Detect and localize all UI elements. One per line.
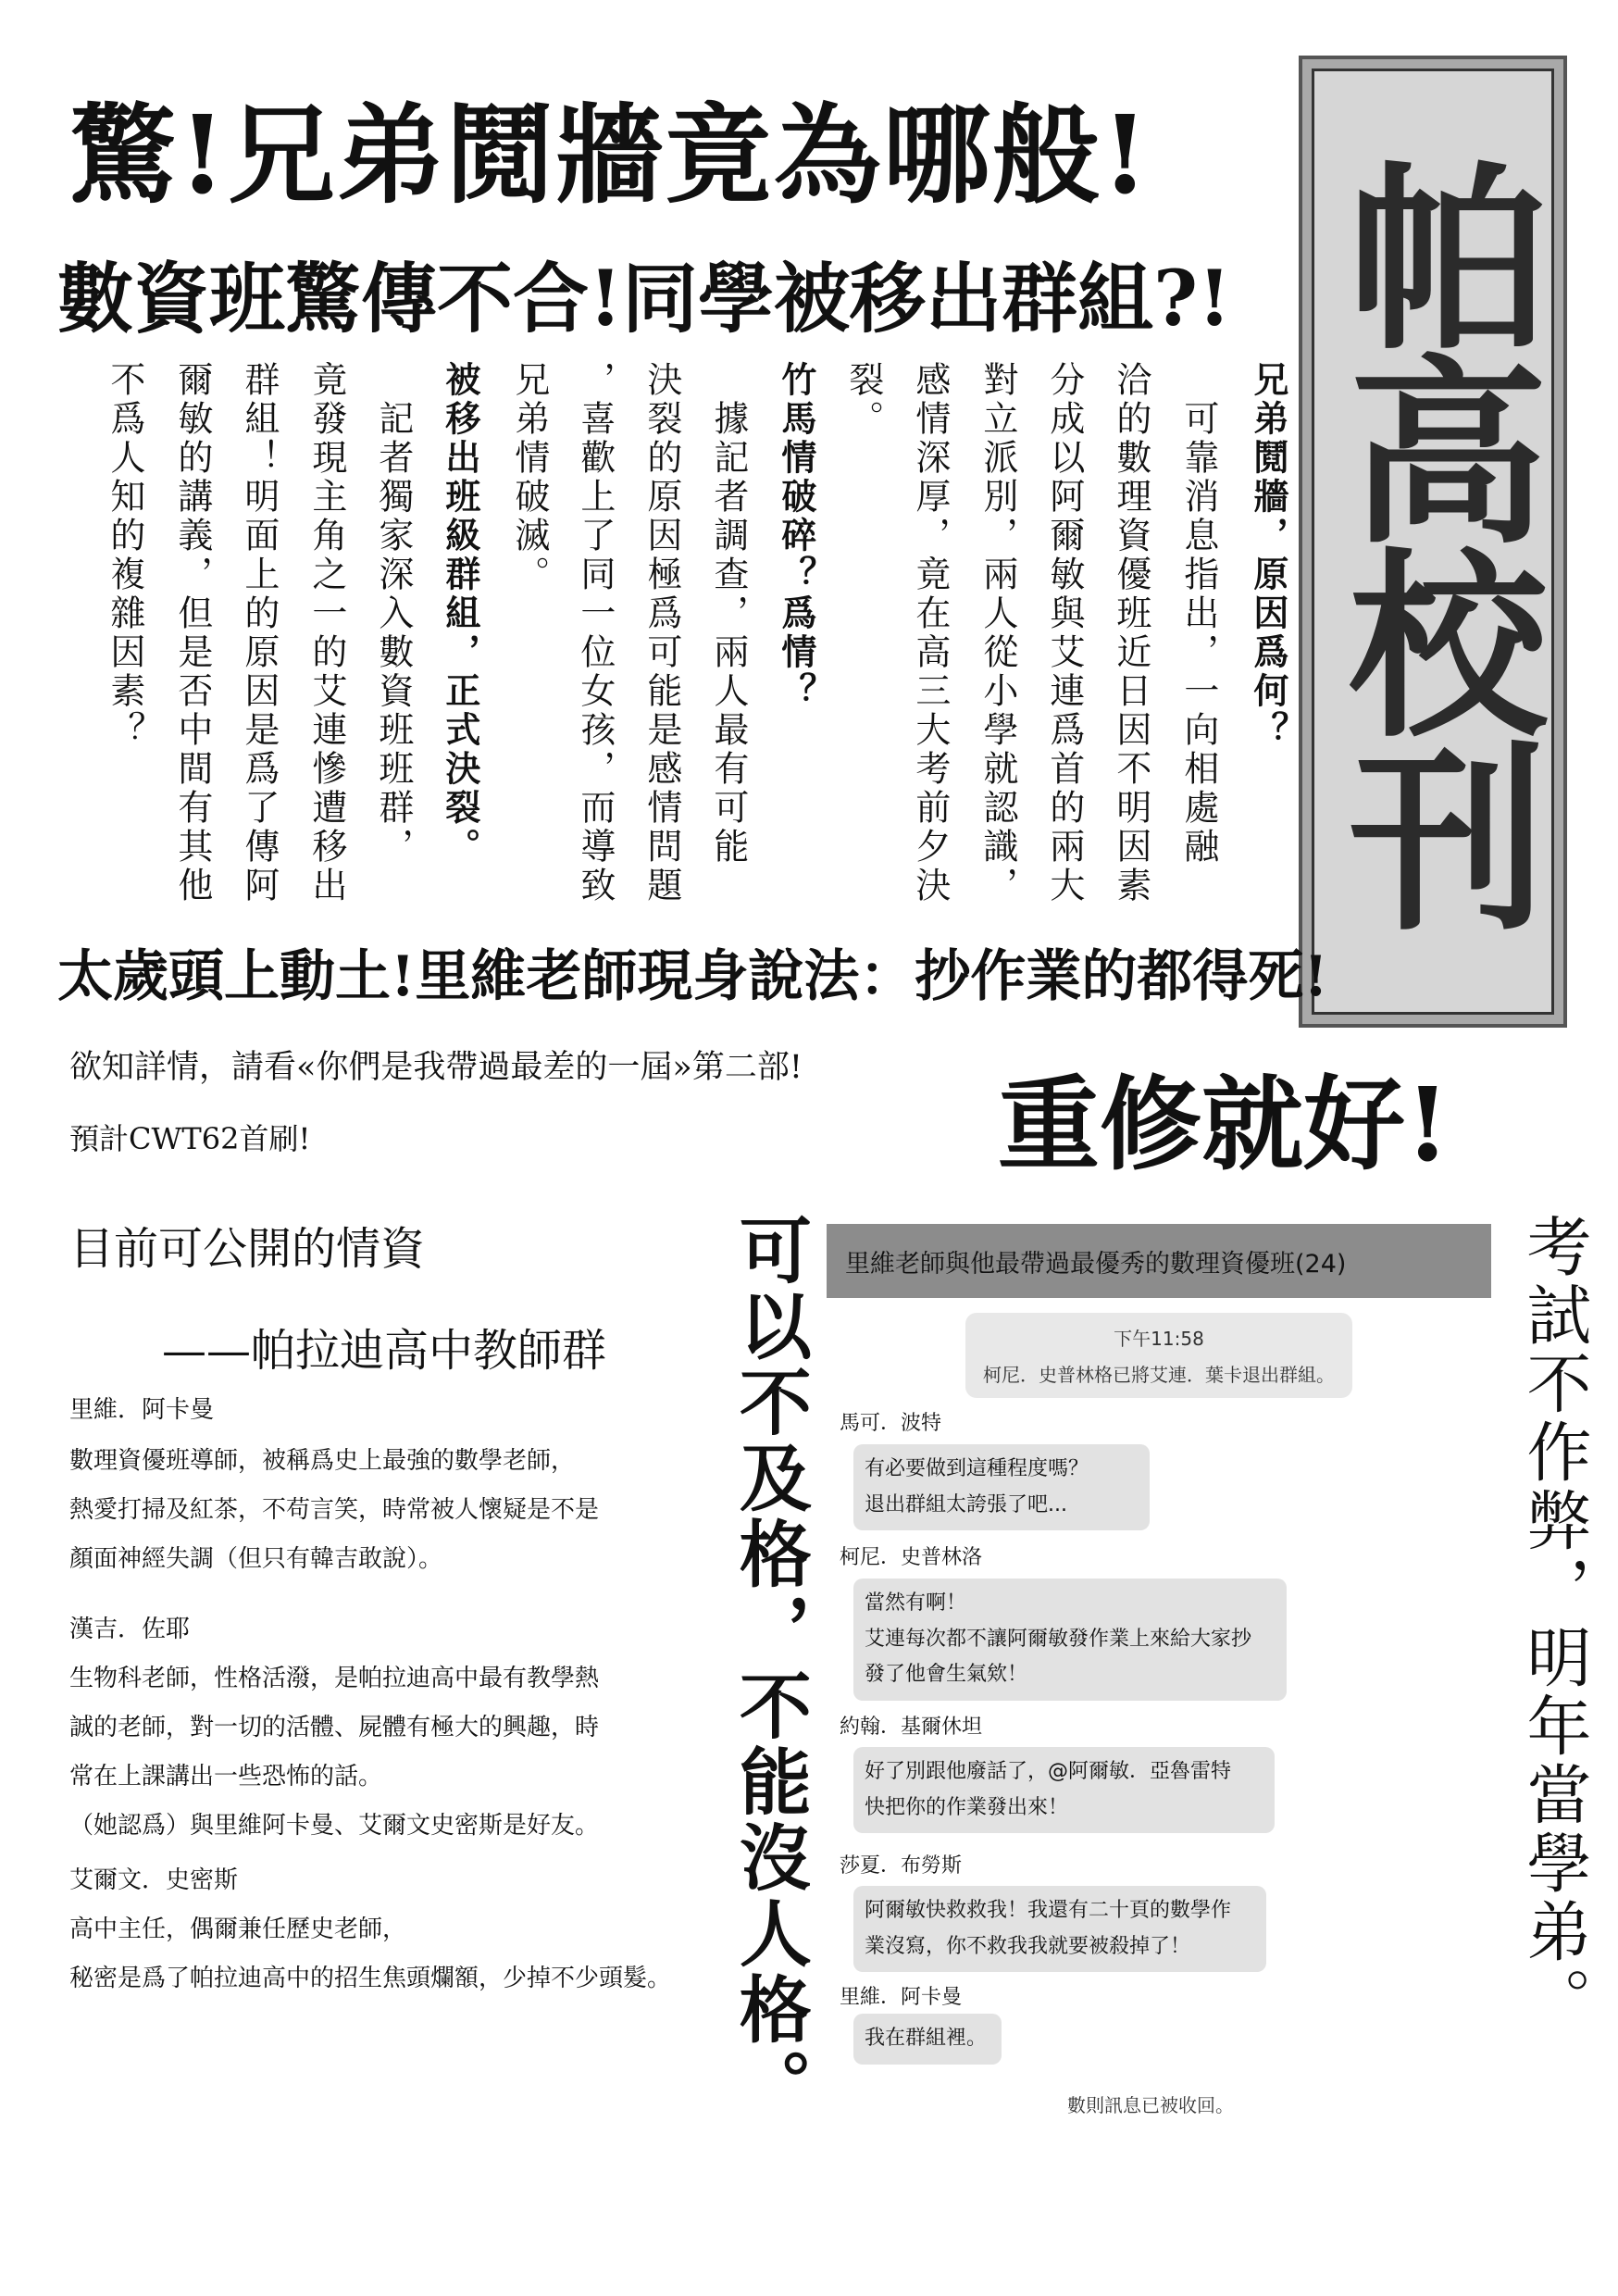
chat-sender: 莎夏．布勞斯 [840,1854,963,1878]
article-column: 決裂的原因極爲可能是感情問題 [641,361,682,905]
article-column: 群組！明面上的原因是爲了傳阿 [238,361,280,905]
article-column: 記者獨家深入數資班班群， [372,361,414,867]
article-column: 竹馬情破碎？爲情？ [775,361,817,711]
promo-date: 預計CWT62首刷! [69,1121,311,1156]
person-desc: 顏面神經失調（但只有韓吉敢說）。 [69,1545,443,1573]
chat-sender: 約翰．基爾休坦 [840,1716,983,1739]
article-column: 分成以阿爾敏與艾連爲首的兩大 [1043,361,1085,905]
teacher-headline: 太歲頭上動土!里維老師現身說法：抄作業的都得死! [57,944,1328,1009]
article-column: 被移出班級群組，正式決裂。 [439,361,481,867]
chat-title-bar: 里維老師與他最帶過最優秀的數理資優班(24) [827,1224,1491,1298]
article-column: 洽的數理資優班近日因不明因素 [1110,361,1151,905]
article-column: 竟發現主角之一的艾連慘遭移出 [305,361,347,905]
article-column: 裂。 [842,361,884,439]
info-subheading: ——帕拉迪高中教師群 [162,1325,607,1377]
person-desc: 熱愛打掃及紅茶，不苟言笑，時常被人懷疑是不是 [69,1496,600,1524]
person-desc: 數理資優班導師，被稱爲史上最強的數學老師， [69,1447,576,1475]
chat-line: 業沒寫，你不救我我就要被殺掉了！ [865,1934,1191,1958]
chat-system-message: 柯尼．史普林格已將艾連．葉卡退出群組。 [983,1364,1335,1386]
info-heading: 目前可公開的情資 [69,1223,426,1275]
masthead-inner [1312,69,1554,1015]
person-desc: 生物科老師，性格活潑，是帕拉迪高中最有教學熱 [69,1665,600,1692]
person-name: 里維．阿卡曼 [69,1396,215,1424]
main-headline: 驚!兄弟鬩牆竟為哪般! [69,93,1151,218]
article-column: 可靠消息指出，一向相處融 [1177,361,1219,867]
chat-bubble [853,1444,1150,1530]
person-desc: 秘密是爲了帕拉迪高中的招生焦頭爛額，少掉不少頭髮。 [69,1965,672,1992]
person-desc: 誠的老師，對一切的活體、屍體有極大的興趣，時 [69,1714,600,1741]
article-column: 爾敏的講義，但是否中間有其他 [171,361,213,905]
article-column: 對立派別，兩人從小學就認識， [977,361,1018,905]
person-desc: 常在上課講出一些恐怖的話。 [69,1763,383,1791]
chat-bubble [853,1886,1266,1972]
chat-footer-notice: 數則訊息已被收回。 [1067,2094,1234,2116]
chat-line: 好了別跟他廢話了，@阿爾敏．亞魯雷特 [865,1760,1232,1783]
article-column: 不爲人知的複雜因素？ [104,361,145,750]
chat-bubble [853,1578,1287,1701]
chat-line: 我在群組裡。 [865,2027,988,2050]
article-column: 據記者調查，兩人最有可能 [707,361,749,867]
person-desc: （她認爲）與里維阿卡曼、艾爾文史密斯是好友。 [69,1812,600,1840]
chat-system-notice [965,1313,1352,1398]
chat-bubble [853,1747,1275,1833]
article-column: 兄弟鬩牆，原因爲何？ [1247,361,1289,750]
article-column: ，喜歡上了同一位女孩，而導致 [574,361,616,905]
promo-line: 欲知詳情，請看«你們是我帶過最差的一屆»第二部! [69,1049,803,1086]
article-column: 兄弟情破滅。 [508,361,550,594]
chat-line: 艾連每次都不讓阿爾敏發作業上來給大家抄 [865,1627,1252,1651]
right-vertical-slogan: 考試不作弊，明年當學弟。 [1516,1213,1592,2035]
chat-sender: 里維．阿卡曼 [840,1986,963,2009]
sub-headline: 數資班驚傳不合!同學被移出群組?! [57,255,1232,343]
chat-bubble [853,2014,1002,2065]
chat-line: 當然有啊！ [865,1591,967,1615]
chat-line: 快把你的作業發出來！ [865,1795,1069,1819]
chat-sender: 馬可．波特 [840,1412,942,1435]
chat-sender: 柯尼．史普林洛 [840,1546,983,1569]
masthead-box [1299,56,1567,1028]
center-vertical-slogan: 可以不及格，不能沒人格。 [727,1213,812,2124]
person-desc: 高中主任，偶爾兼任歷史老師， [69,1915,407,1943]
chat-line: 退出群組太誇張了吧... [865,1492,1067,1516]
article-column: 感情深厚，竟在高三大考前夕決 [909,361,951,905]
person-name: 艾爾文．史密斯 [69,1866,239,1894]
chat-line: 有必要做到這種程度嗎？ [865,1457,1089,1480]
person-name: 漢吉．佐耶 [69,1616,191,1643]
chat-line: 發了他會生氣欸！ [865,1663,1028,1686]
chat-system-time: 下午11:58 [1114,1328,1204,1350]
retake-slogan: 重修就好! [998,1065,1450,1184]
masthead-title: 帕高校刊 [1315,155,1550,929]
chat-line: 阿爾敏快救救我！我還有二十頁的數學作 [865,1899,1232,1922]
